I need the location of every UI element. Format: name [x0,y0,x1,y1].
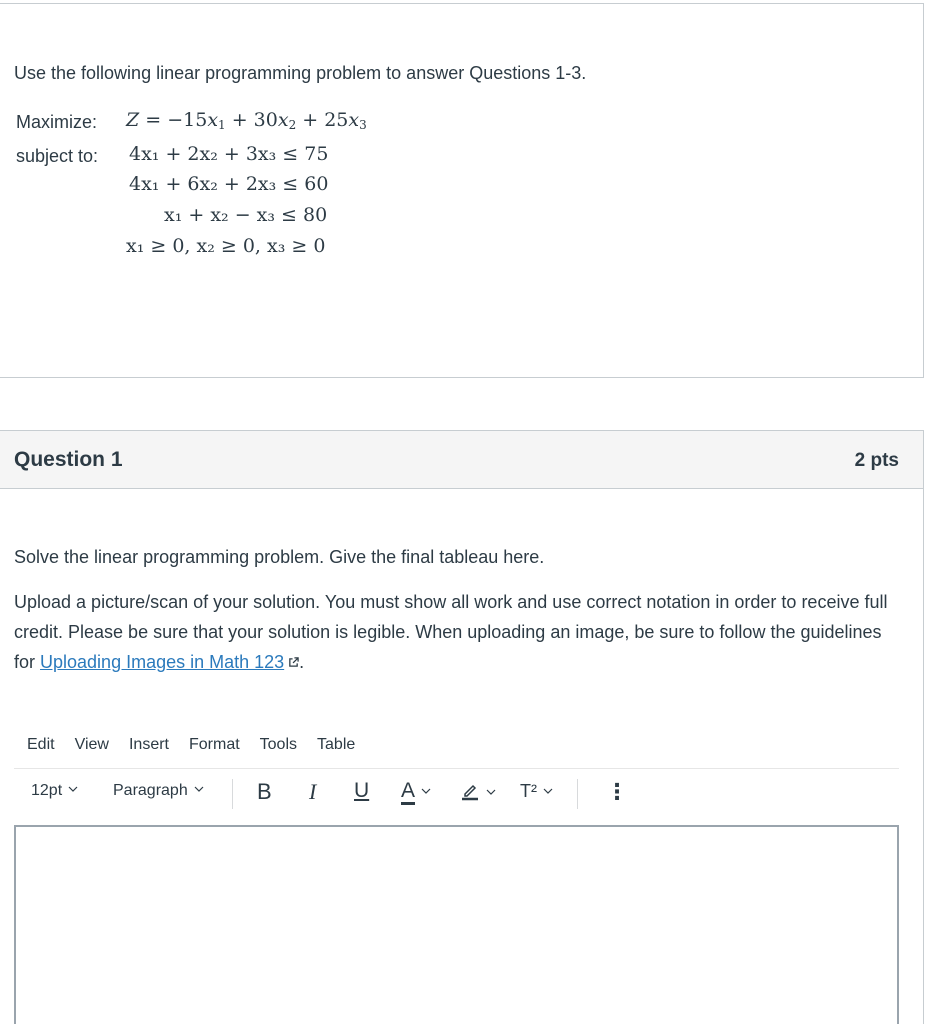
bold-button[interactable]: B [257,779,272,804]
maximize-label: Maximize: [16,112,98,132]
problem-intro: Use the following linear programming problem to answer Questions 1-3. [14,63,587,83]
problem-statement-card [0,3,924,378]
constraint-3: x₁ + x₂ − x₃ ≤ 80 [164,204,328,226]
chevron-down-icon [421,788,431,794]
menu-format[interactable]: Format [188,736,240,753]
toolbar-separator [232,779,233,809]
italic-button[interactable]: I [309,779,317,804]
toolbar-separator [577,779,578,809]
constraint-2: 4x₁ + 6x₂ + 2x₃ ≤ 60 [129,173,329,195]
question-header [0,430,924,489]
question-title: Question 1 [14,448,123,471]
upload-text-end: . [299,652,305,672]
highlight-color-button[interactable] [460,781,496,803]
menu-tools[interactable]: Tools [259,736,298,753]
external-link-icon [288,657,299,668]
font-size-value: 12pt [31,782,63,799]
chevron-down-icon [543,788,553,794]
menu-table[interactable]: Table [317,736,356,753]
question-instruction: Solve the linear programming problem. Give the final tableau here. [14,547,545,567]
chevron-down-icon [486,789,496,795]
more-options-button[interactable]: ⋮ [606,779,628,804]
menu-insert[interactable]: Insert [128,736,169,753]
font-size-select[interactable] [31,782,78,800]
underline-button[interactable]: U [354,779,370,802]
menu-view[interactable]: View [74,736,109,753]
block-format-value: Paragraph [113,782,188,799]
text-color-icon: A [401,779,415,805]
superscript-icon: T² [520,781,537,801]
question-points: 2 pts [854,450,899,471]
block-format-select[interactable] [113,782,204,800]
menu-edit[interactable]: Edit [27,736,55,753]
chevron-down-icon [68,786,78,792]
menubar-divider [14,768,899,769]
superscript-button[interactable] [520,781,553,802]
upload-instructions [14,587,904,677]
nonnegativity-constraints: x₁ ≥ 0, x₂ ≥ 0, x₃ ≥ 0 [126,235,326,257]
rich-text-editor-area[interactable] [14,825,899,1024]
chevron-down-icon [194,786,204,792]
highlighter-icon [460,781,480,801]
subject-to-label: subject to: [16,146,99,166]
editor-menubar [17,730,365,762]
uploading-images-link[interactable]: Uploading Images in Math 123 [40,652,285,672]
constraint-1: 4x₁ + 2x₂ + 3x₃ ≤ 75 [129,143,329,165]
objective-function: $Z = -15x_1 + 30x_2 + 25x_3$ [126,109,367,132]
upload-text: Upload a picture/scan of your solution. You must show all work and use correct notation in order to receive full credit. Please be sure that your solution is legible. When uploading an image, be sure to follow the guidelines for [14,592,888,672]
text-color-button[interactable] [401,779,431,803]
editor-toolbar [14,772,899,816]
